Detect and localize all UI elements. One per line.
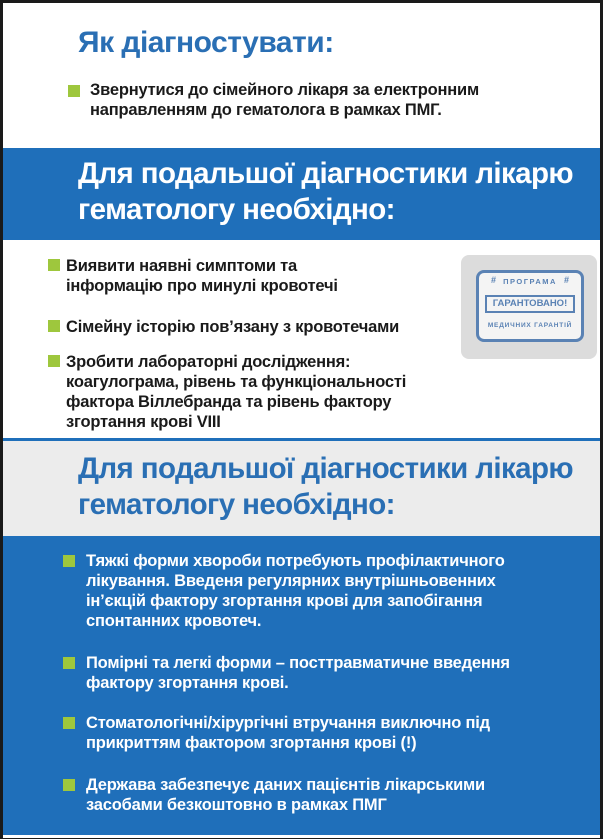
section-divider [3,438,600,441]
section2-item: Зробити лабораторні дослідження: коагулограма, рівень та функціональності фактора Віллебранда та рівень фактору згортання крові VIII [66,353,407,431]
stamp-main-text: ГАРАНТОВАНО! [485,295,575,313]
bullet-marker [48,355,60,367]
bullet-marker [63,555,75,567]
section2-item: Сімейну історію пов’язану з кровотечами [66,318,400,336]
hash-icon: # [563,275,569,285]
stamp-bottom-text: МЕДИЧНИХ ГАРАНТІЙ [487,322,573,329]
bullet-marker [63,657,75,669]
bullet-marker [48,259,60,271]
section3-title: Для подальшої діагностики лікарю гематологу необхідно: [78,452,573,521]
section3-item: Держава забезпечує даних пацієнтів лікарськими засобами безкоштовно в рамках ПМГ [86,776,485,814]
hash-icon: # [491,275,497,285]
section3-item: Помірні та легкі форми – посттравматичне введення фактору згортання крові. [86,654,510,692]
stamp-top-text: ПРОГРАМА [503,277,557,286]
section1-item: Звернутися до сімейного лікаря за електронним направленням до гематолога в рамках ПМГ. [90,81,479,119]
section3-item: Стоматологічні/хірургічні втручання виключно під прикриттям фактором згортання крові (!) [86,714,490,752]
section2-title: Для подальшої діагностики лікарю гематологу необхідно: [78,157,573,226]
section2-item: Виявити наявні симптоми та інформацію про минулі кровотечі [66,257,338,295]
guarantee-stamp [476,270,584,342]
bullet-marker [48,320,60,332]
bullet-marker [63,779,75,791]
bullet-marker [68,85,80,97]
section3-item: Тяжкі форми хвороби потребують профілактичного лікування. Введеня регулярних внутрішньовенних ін’єкцій фактору згортання крові для запобігання спонтанних кровотеч. [86,552,505,630]
bullet-marker [63,717,75,729]
section1-title: Як діагностувати: [78,26,334,59]
